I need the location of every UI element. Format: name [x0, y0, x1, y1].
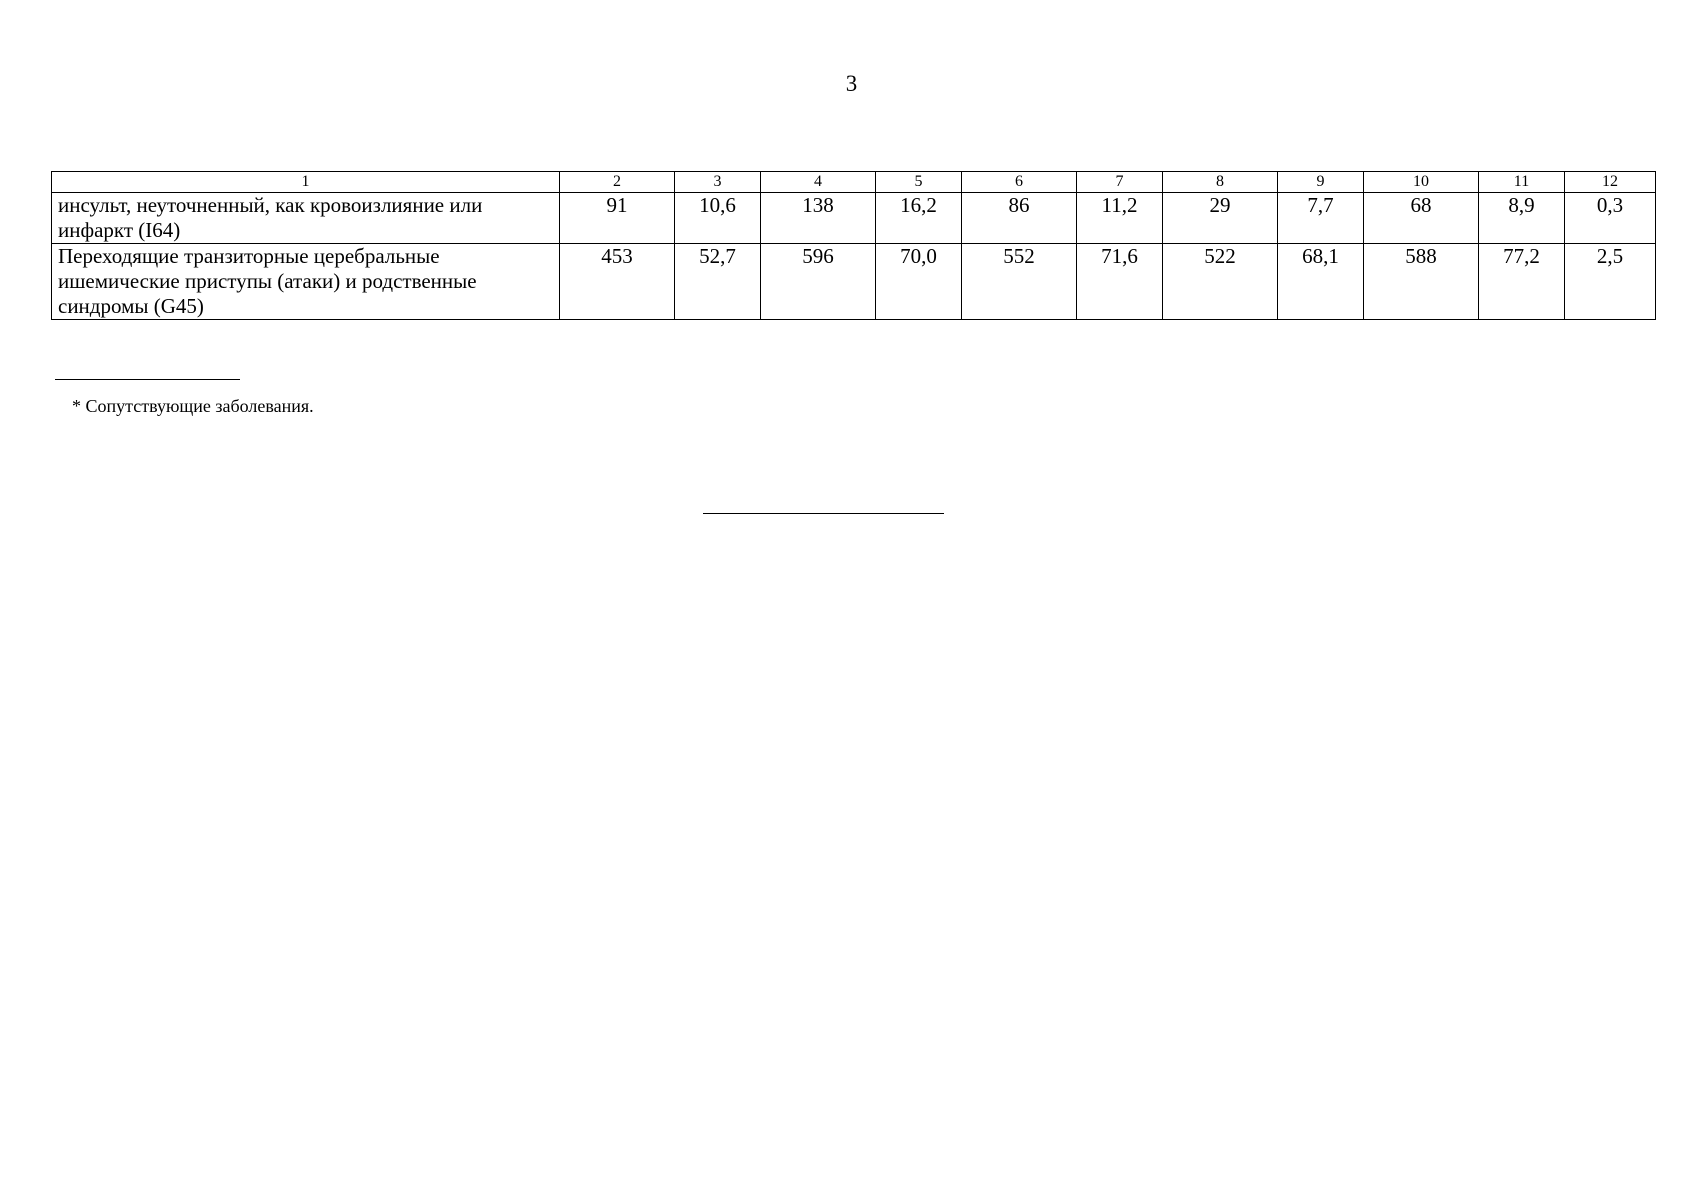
column-number-cell: 5	[876, 172, 962, 193]
value-cell: 7,7	[1278, 193, 1364, 244]
column-number-cell: 4	[761, 172, 876, 193]
value-cell: 10,6	[675, 193, 761, 244]
column-number-cell: 8	[1163, 172, 1278, 193]
table-row	[52, 193, 1656, 244]
value-cell: 91	[560, 193, 675, 244]
page-number: 3	[845, 71, 858, 96]
row-label-cell: Переходящие транзиторные церебральные ишемические приступы (атаки) и родственные синдромы (G45)	[52, 244, 560, 320]
footnote: * Сопутствующие заболевания.	[72, 396, 314, 416]
value-cell: 86	[962, 193, 1077, 244]
statistics-table	[51, 171, 1656, 320]
footnote-divider	[55, 379, 240, 380]
value-cell: 552	[962, 244, 1077, 320]
value-cell: 52,7	[675, 244, 761, 320]
column-number-cell: 7	[1077, 172, 1163, 193]
column-number-row	[52, 172, 1656, 193]
value-cell: 68,1	[1278, 244, 1364, 320]
row-label-cell: инсульт, неуточненный, как кровоизлияние или инфаркт (I64)	[52, 193, 560, 244]
column-number-cell: 2	[560, 172, 675, 193]
value-cell: 16,2	[876, 193, 962, 244]
end-of-document-rule	[703, 513, 944, 514]
column-number-cell: 11	[1479, 172, 1565, 193]
value-cell: 77,2	[1479, 244, 1565, 320]
column-number-cell: 12	[1565, 172, 1656, 193]
value-cell: 68	[1364, 193, 1479, 244]
column-number-cell: 10	[1364, 172, 1479, 193]
value-cell: 29	[1163, 193, 1278, 244]
value-cell: 453	[560, 244, 675, 320]
column-number-cell: 1	[52, 172, 560, 193]
value-cell: 522	[1163, 244, 1278, 320]
table-row	[52, 244, 1656, 320]
value-cell: 11,2	[1077, 193, 1163, 244]
value-cell: 0,3	[1565, 193, 1656, 244]
value-cell: 596	[761, 244, 876, 320]
value-cell: 70,0	[876, 244, 962, 320]
column-number-cell: 6	[962, 172, 1077, 193]
column-number-cell: 3	[675, 172, 761, 193]
column-number-cell: 9	[1278, 172, 1364, 193]
value-cell: 8,9	[1479, 193, 1565, 244]
value-cell: 588	[1364, 244, 1479, 320]
value-cell: 138	[761, 193, 876, 244]
value-cell: 2,5	[1565, 244, 1656, 320]
value-cell: 71,6	[1077, 244, 1163, 320]
